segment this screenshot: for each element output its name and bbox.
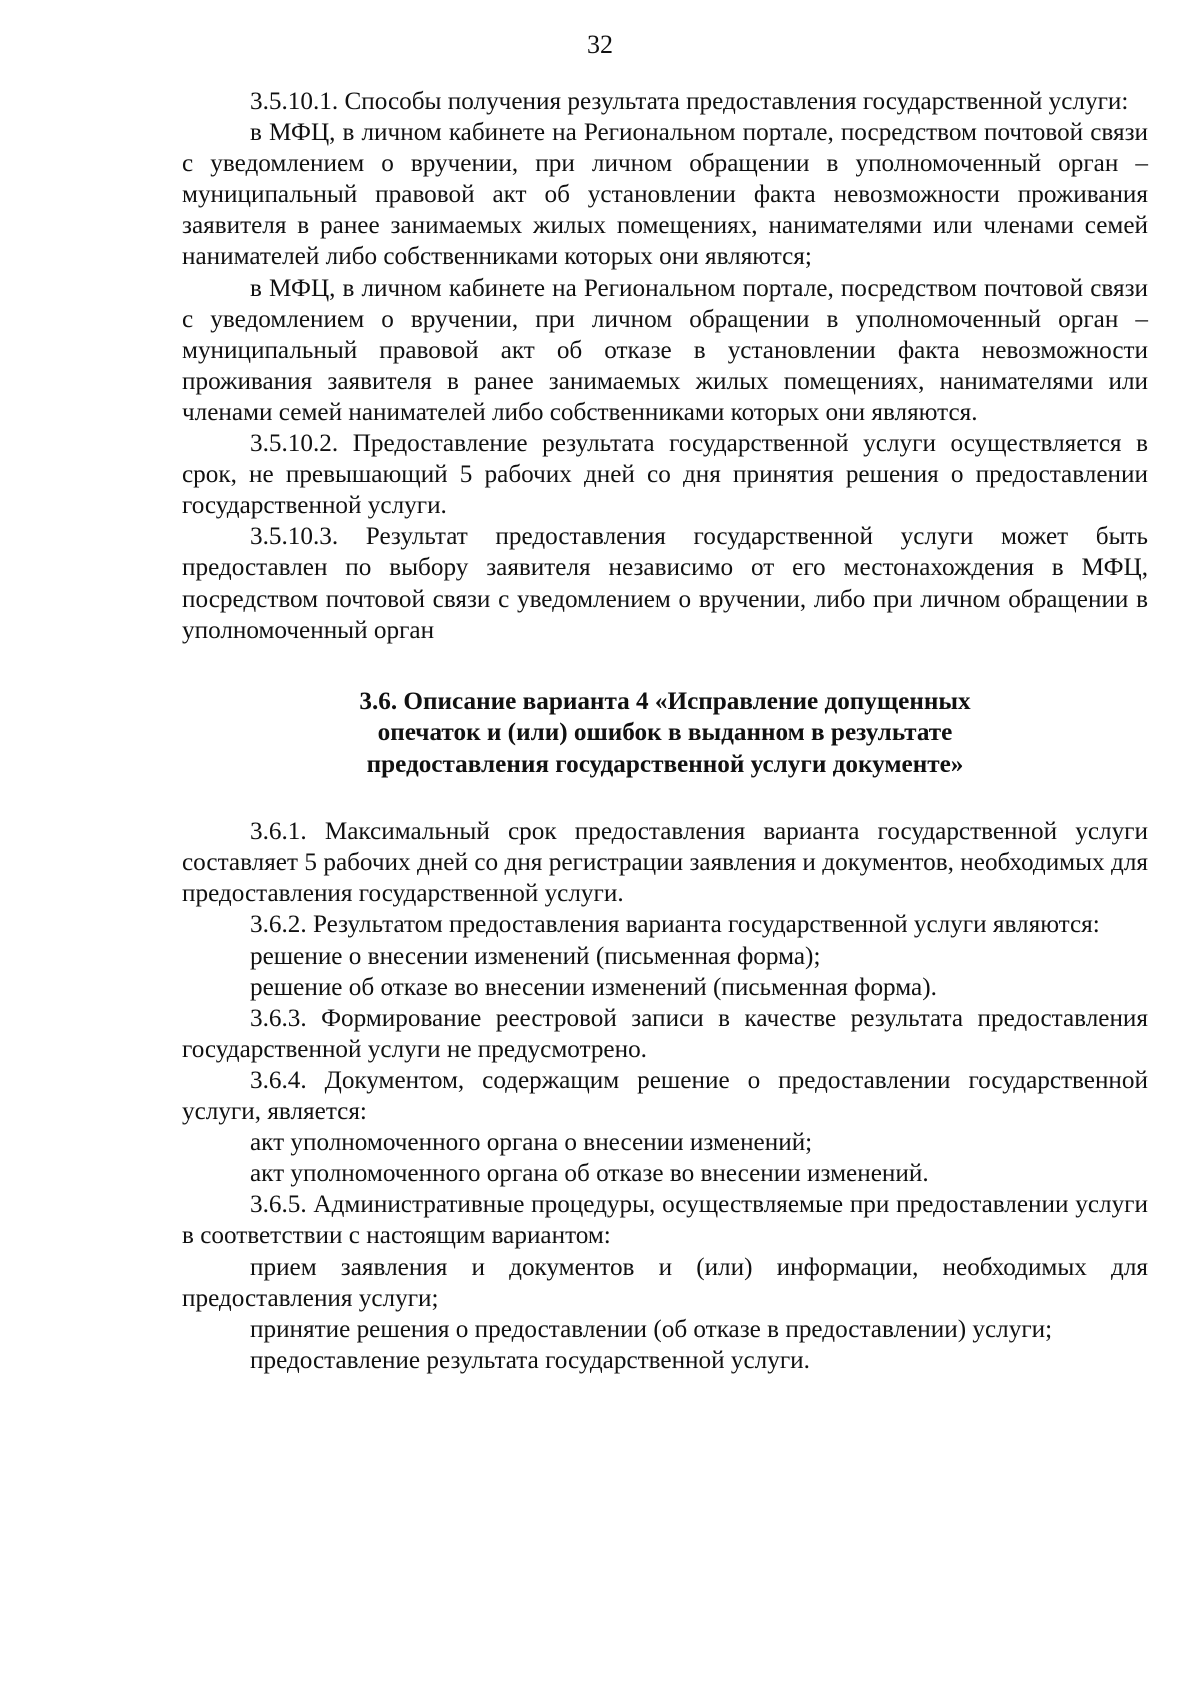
- page-number: 32: [587, 30, 613, 59]
- paragraph-3-6-5: 3.6.5. Административные процедуры, осуществляемые при предоставлении услуги в соответствии с настоящим вариантом:: [182, 1191, 1148, 1250]
- paragraph-3-5-10-2: 3.5.10.2. Предоставление результата государственной услуги осуществляется в срок, не превышающий 5 рабочих дней со дня принятия решения о предоставлении государственной услуги.: [182, 430, 1148, 520]
- paragraph-result-method-refusal: в МФЦ, в личном кабинете на Региональном портале, посредством почтовой связи с уведомлением о вручении, при личном обращении в уполномоченный орган – муниципальный правовой акт об отказе в установлении факта невозможности проживания заявителя в ранее занимаемых жилых помещениях, нанимателями или членами семей нанимателей либо собственниками которых они являются.: [182, 274, 1148, 426]
- heading-line: опечаток и (или) ошибок в выданном в результате: [377, 719, 953, 747]
- document-body: [182, 86, 1148, 1376]
- list-item-procedure: прием заявления и документов и (или) информации, необходимых для предоставления услуги;: [182, 1253, 1148, 1312]
- paragraph-3-6-4: 3.6.4. Документом, содержащим решение о предоставлении государственной услуги, является:: [182, 1066, 1148, 1126]
- paragraph-3-5-10-1: 3.5.10.1. Способы получения результата предоставления государственной услуги:: [250, 88, 1129, 115]
- list-item-procedure: предоставление результата государственной услуги.: [250, 1346, 810, 1374]
- paragraph-result-method-approval: в МФЦ, в личном кабинете на Региональном портале, посредством почтовой связи с уведомлением о вручении, при личном обращении в уполномоченный орган – муниципальный правовой акт об установлении факта невозможности проживания заявителя в ранее занимаемых жилых помещениях, нанимателями или членами семей нанимателей либо собственниками которых они являются;: [182, 119, 1148, 271]
- list-item-result: решение об отказе во внесении изменений (письменная форма).: [250, 973, 937, 1001]
- list-item-result: решение о внесении изменений (письменная форма);: [250, 942, 821, 970]
- paragraph-3-5-10-3: 3.5.10.3. Результат предоставления государственной услуги может быть предоставлен по выбору заявителя независимо от его местонахождения в МФЦ, посредством почтовой связи с уведомлением о вручении, либо при личном обращении в уполномоченный орган: [182, 523, 1148, 644]
- list-item-document: акт уполномоченного органа об отказе во внесении изменений.: [250, 1160, 929, 1188]
- paragraph-3-6-1: 3.6.1. Максимальный срок предоставления варианта государственной услуги составляет 5 рабочих дней со дня регистрации заявления и документов, необходимых для предоставления государственной услуги.: [182, 818, 1148, 908]
- heading-line: 3.6. Описание варианта 4 «Исправление допущенных: [359, 687, 971, 715]
- list-item-procedure: принятие решения о предоставлении (об отказе в предоставлении) услуги;: [250, 1315, 1053, 1343]
- paragraph-3-6-3: 3.6.3. Формирование реестровой записи в качестве результата предоставления государственной услуги не предусмотрено.: [182, 1004, 1148, 1063]
- section-heading-3-6: [182, 686, 1148, 781]
- list-item-document: акт уполномоченного органа о внесении изменений;: [250, 1129, 813, 1157]
- paragraph-3-6-2: 3.6.2. Результатом предоставления варианта государственной услуги являются:: [250, 911, 1100, 939]
- heading-line: предоставления государственной услуги документе»: [366, 750, 964, 778]
